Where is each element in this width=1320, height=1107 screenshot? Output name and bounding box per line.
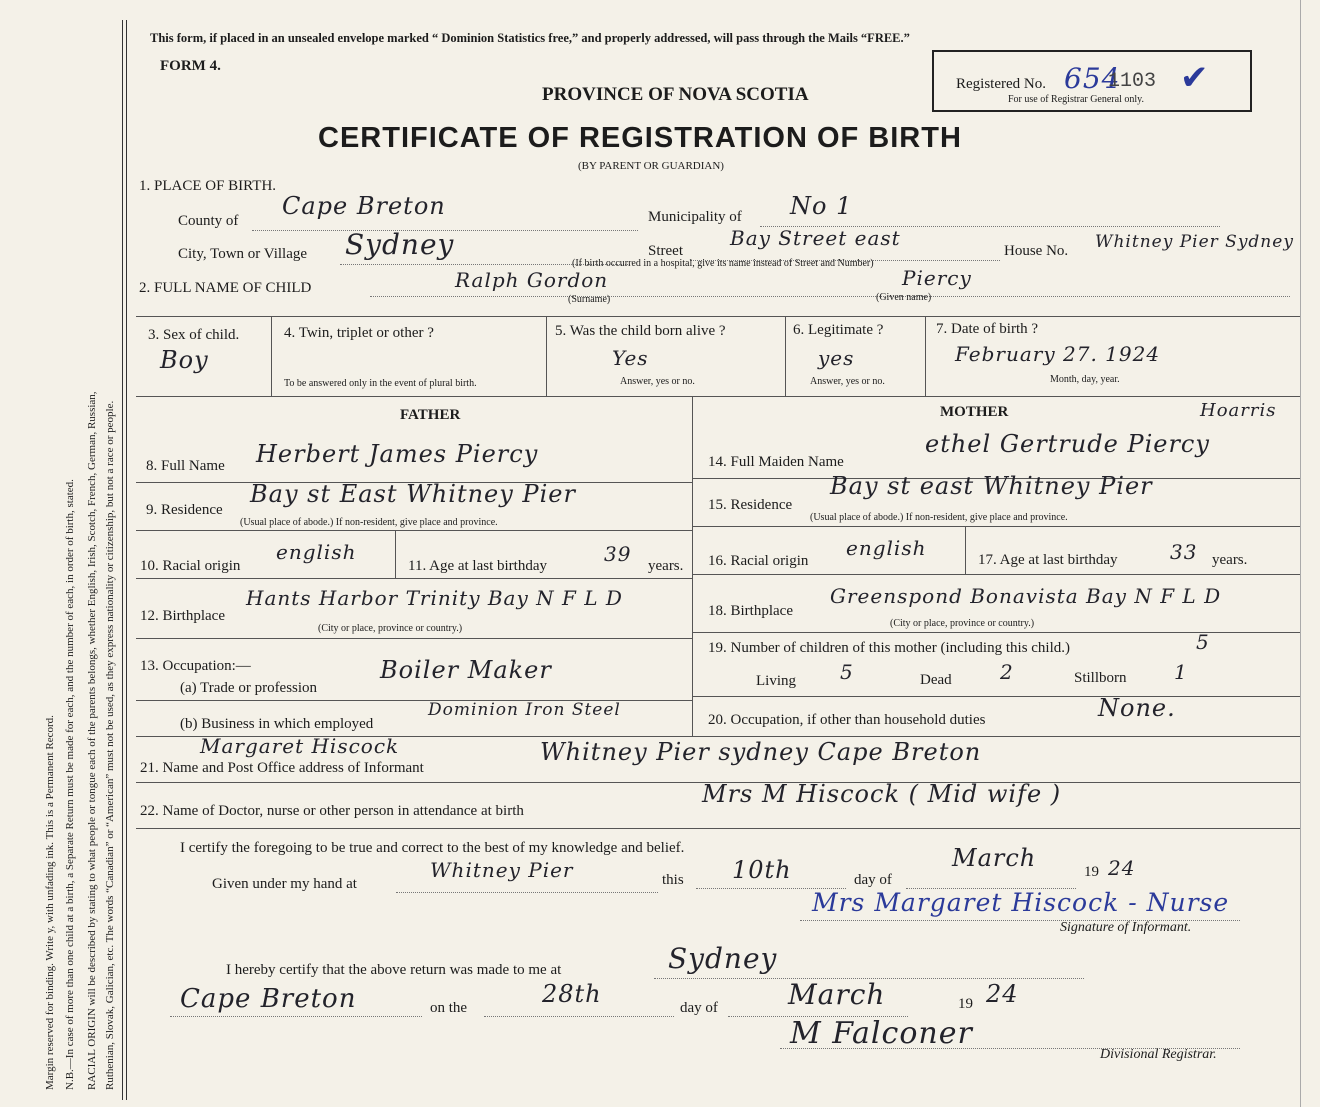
father-age-value: 39	[604, 542, 632, 566]
legitimate-value: yes	[818, 346, 855, 370]
legitimate-note: Answer, yes or no.	[810, 376, 885, 387]
twin-label: 4. Twin, triplet or other ?	[284, 325, 434, 341]
certify-line: I certify the foregoing to be true and correct to the best of my knowledge and belief.	[180, 840, 685, 856]
margin-binding-note: Margin reserved for binding. Write y, with unfading ink. This is a Permanent Record.	[44, 715, 56, 1090]
registered-label: Registered No.	[956, 76, 1046, 92]
mother-name-label: 14. Full Maiden Name	[708, 454, 844, 470]
father-heading: FATHER	[400, 407, 461, 423]
given-at-label: Given under my hand at	[212, 876, 357, 892]
legitimate-label: 6. Legitimate ?	[793, 322, 884, 338]
certify-day-of-label: day of	[854, 872, 892, 888]
father-race-value: english	[276, 540, 357, 564]
alive-value: Yes	[612, 346, 649, 370]
hospital-note: (If birth occurred in a hospital, give its name instead of Street and Number)	[572, 258, 874, 269]
registrar-year-prefix: 19	[958, 996, 973, 1012]
father-race-label: 10. Racial origin	[140, 558, 241, 574]
check-mark-icon: ✔	[1180, 60, 1209, 97]
on-the-label: on the	[430, 1000, 468, 1016]
father-business-label: (b) Business in which employed	[180, 716, 374, 732]
mother-residence-note: (Usual place of abode.) If non-resident, give place and province.	[810, 512, 1068, 523]
mother-race-value: english	[846, 536, 927, 560]
municipality-value: No 1	[790, 192, 853, 220]
alive-note: Answer, yes or no.	[620, 376, 695, 387]
registered-number: 654	[1064, 62, 1121, 95]
mother-living-value: 5	[840, 660, 854, 684]
registrar-county-value: Cape Breton	[180, 984, 357, 1014]
mother-heading: MOTHER	[940, 404, 1009, 420]
registrar-signature: M Falconer	[790, 1016, 973, 1051]
father-name-label: 8. Full Name	[146, 458, 225, 474]
given-name-caption: (Given name)	[876, 292, 932, 303]
father-birthplace-value: Hants Harbor Trinity Bay N F L D	[246, 586, 623, 610]
father-age-label: 11. Age at last birthday	[408, 558, 547, 574]
house-value: Whitney Pier Sydney	[1095, 232, 1294, 252]
dob-value: February 27. 1924	[955, 342, 1161, 366]
city-label: City, Town or Village	[178, 246, 308, 262]
doctor-value: Mrs M Hiscock ( Mid wife )	[702, 780, 1062, 808]
mother-residence-label: 15. Residence	[708, 497, 793, 513]
mother-years-label: years.	[1212, 552, 1248, 568]
mother-dead-label: Dead	[920, 672, 952, 688]
frame-left-border-inner	[126, 20, 127, 1100]
mother-children-value: 5	[1196, 630, 1210, 654]
registrar-note: For use of Registrar General only.	[1008, 94, 1144, 105]
street-value: Bay Street east	[730, 226, 901, 250]
frame-right-edge	[1300, 0, 1301, 1107]
father-trade-label: (a) Trade or profession	[180, 680, 318, 696]
informant-label: 21. Name and Post Office address of Informant	[140, 760, 424, 776]
registrar-signature-caption: Divisional Registrar.	[1100, 1047, 1217, 1062]
child-name-value: Ralph Gordon	[455, 268, 609, 292]
mother-residence-value: Bay st east Whitney Pier	[830, 472, 1153, 500]
father-trade-value: Boiler Maker	[380, 656, 552, 684]
mother-name-value: ethel Gertrude Piercy	[925, 430, 1210, 458]
registrar-year-value: 24	[986, 980, 1019, 1008]
mother-race-label: 16. Racial origin	[708, 553, 809, 569]
mother-living-label: Living	[756, 673, 796, 689]
mother-age-label: 17. Age at last birthday	[978, 552, 1118, 568]
top-notice: This form, if placed in an unsealed envelope marked “ Dominion Statistics free,” and properly addressed, will pass through the Mails “FREE.”	[150, 31, 910, 45]
mother-occupation-value: None.	[1098, 694, 1176, 722]
father-business-value: Dominion Iron Steel	[428, 700, 621, 720]
mother-age-value: 33	[1170, 540, 1198, 564]
registrar-month-value: March	[788, 978, 886, 1011]
dob-note: Month, day, year.	[1050, 374, 1120, 385]
mother-birthplace-label: 18. Birthplace	[708, 603, 793, 619]
informant-signature: Mrs Margaret Hiscock - Nurse	[812, 888, 1230, 917]
father-residence-value: Bay st East Whitney Pier	[250, 480, 576, 508]
registrar-day-value: 28th	[542, 980, 602, 1008]
county-value: Cape Breton	[282, 192, 446, 220]
twin-note: To be answered only in the event of plural birth.	[284, 378, 477, 389]
dob-label: 7. Date of birth ?	[936, 321, 1039, 337]
father-birthplace-note: (City or place, province or country.)	[318, 623, 463, 634]
margin-nb-note: N.B.—In case of more than one child at a birth, a Separate Return must be made for each, and the number of each, in order of birth, stated.	[64, 479, 76, 1090]
county-label: County of	[178, 213, 239, 229]
informant-signature-caption: Signature of Informant.	[1060, 920, 1192, 935]
margin-racial-note: RACIAL ORIGIN will be described by stating to what people or tongue each of the parents belongs, whether English, Irish, Scotch, French, German, Russian,	[86, 391, 98, 1090]
registration-box	[932, 50, 1252, 112]
child-name-label: 2. FULL NAME OF CHILD	[139, 280, 312, 296]
informant-name-value: Margaret Hiscock	[200, 734, 400, 758]
given-at-value: Whitney Pier	[430, 858, 574, 882]
certify-month-value: March	[952, 844, 1037, 872]
mother-birthplace-value: Greenspond Bonavista Bay N F L D	[830, 584, 1222, 608]
father-name-value: Herbert James Piercy	[256, 440, 539, 468]
mother-occupation-label: 20. Occupation, if other than household duties	[708, 712, 986, 728]
mother-stillborn-label: Stillborn	[1074, 670, 1127, 686]
municipality-label: Municipality of	[648, 209, 742, 225]
father-occupation-label: 13. Occupation:—	[140, 658, 251, 674]
informant-address-value: Whitney Pier sydney Cape Breton	[540, 738, 982, 766]
mother-stillborn-value: 1	[1174, 660, 1188, 684]
registrar-day-of-label: day of	[680, 1000, 718, 1016]
frame-left-border	[122, 20, 123, 1100]
margin-racial-note-2: Ruthenian, Slovak, Galician, etc. The words “Canadian” or “American” must not be used, as they express nationality or citizenship, but not a race or people.	[104, 400, 116, 1090]
father-residence-note: (Usual place of abode.) If non-resident, give place and province.	[240, 517, 498, 528]
certificate-title: CERTIFICATE OF REGISTRATION OF BIRTH	[318, 122, 962, 154]
child-given-value: Piercy	[902, 266, 972, 290]
house-label: House No.	[1004, 243, 1069, 259]
province-heading: PROVINCE OF NOVA SCOTIA	[542, 84, 809, 105]
this-label: this	[662, 872, 684, 888]
father-years-label: years.	[648, 558, 684, 574]
alive-label: 5. Was the child born alive ?	[555, 323, 726, 339]
certificate-subtitle: (BY PARENT OR GUARDIAN)	[578, 160, 724, 172]
place-of-birth-label: 1. PLACE OF BIRTH.	[139, 178, 277, 194]
surname-caption: (Surname)	[568, 294, 611, 305]
form-number: FORM 4.	[160, 58, 221, 74]
mother-dead-value: 2	[1000, 660, 1014, 684]
registrar-line: I hereby certify that the above return was made to me at	[226, 962, 562, 978]
doctor-label: 22. Name of Doctor, nurse or other person in attendance at birth	[140, 803, 524, 819]
certify-year-value: 24	[1108, 856, 1136, 880]
city-value: Sydney	[345, 228, 455, 261]
street-label: Street	[648, 243, 683, 259]
sex-value: Boy	[160, 346, 209, 374]
mother-birthplace-note: (City or place, province or country.)	[890, 618, 1035, 629]
father-residence-label: 9. Residence	[146, 502, 223, 518]
certify-year-prefix: 19	[1084, 864, 1099, 880]
sex-label: 3. Sex of child.	[148, 327, 240, 343]
mother-maiden-extra: Hoarris	[1200, 400, 1277, 421]
registered-stamp: 1103	[1108, 70, 1157, 93]
father-birthplace-label: 12. Birthplace	[140, 608, 225, 624]
mother-children-label: 19. Number of children of this mother (including this child.)	[708, 640, 1071, 656]
certify-day-value: 10th	[732, 856, 792, 884]
registrar-place-value: Sydney	[668, 942, 778, 975]
